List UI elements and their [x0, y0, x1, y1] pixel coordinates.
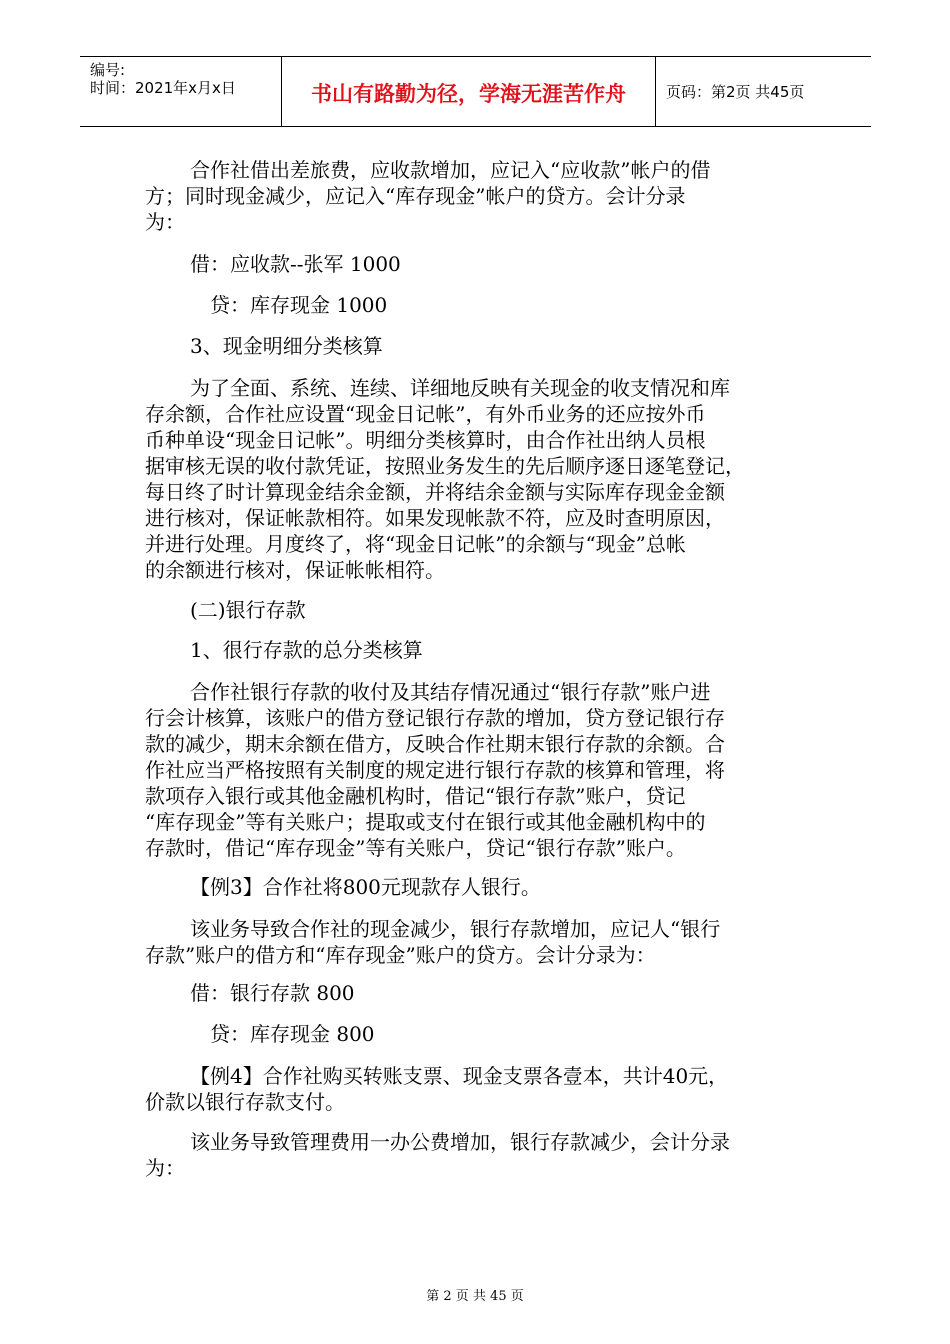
paragraph-line: 为： — [145, 1156, 185, 1180]
paragraph-line: 方；同时现金减少，应记入“库存现金”帐户的贷方。会计分录 — [145, 184, 686, 208]
header-meta-cell — [80, 57, 282, 126]
page-header — [80, 56, 871, 127]
header-motto-cell — [282, 57, 656, 126]
paragraph-line: 每日终了时计算现金结余金额，并将结余金额与实际库存现金金额 — [145, 480, 725, 504]
paragraph-line: 合作社银行存款的收付及其结存情况通过“银行存款”账户进 — [190, 680, 711, 704]
journal-debit: 借：银行存款 800 — [190, 981, 355, 1005]
paragraph-line: 进行核对，保证帐款相符。如果发现帐款不符，应及时查明原因， — [145, 506, 725, 530]
journal-credit: 贷：库存现金 1000 — [210, 293, 388, 317]
journal-debit: 借：应收款--张军 1000 — [190, 252, 401, 276]
paragraph-line: 币种单设“现金日记帐”。明细分类核算时，由合作社出纳人员根 — [145, 428, 706, 452]
header-page-cell — [656, 57, 871, 126]
section-heading: 3、现金明细分类核算 — [190, 334, 383, 358]
paragraph-line: 价款以银行存款支付。 — [145, 1090, 345, 1114]
time-label: 时间：2021年x月x日 — [90, 79, 236, 97]
paragraph-line: 存款”账户的借方和“库存现金”账户的贷方。会计分录为： — [145, 943, 656, 967]
paragraph-line: 存余额，合作社应设置“现金日记帐”，有外币业务的还应按外币 — [145, 402, 706, 426]
example-heading: 【例4】合作社购买转账支票、现金支票各壹本，共计40元， — [190, 1064, 729, 1088]
page-footer: 第 2 页 共 45 页 — [426, 1289, 524, 1304]
paragraph-line: 的余额进行核对，保证帐帐相符。 — [145, 558, 445, 582]
section-heading: (二)银行存款 — [190, 598, 306, 622]
paragraph-line: 并进行处理。月度终了，将“现金日记帐”的余额与“现金”总帐 — [145, 532, 686, 556]
number-label: 编号: — [90, 61, 126, 79]
section-heading: 1、很行存款的总分类核算 — [190, 638, 423, 662]
paragraph-line: 款的减少，期末余额在借方，反映合作社期末银行存款的余额。合 — [145, 732, 725, 756]
paragraph-line: 为： — [145, 210, 185, 234]
paragraph-line: 款项存入银行或其他金融机构时，借记“银行存款”账户，贷记 — [145, 784, 686, 808]
paragraph-line: 行会计核算，该账户的借方登记银行存款的增加，贷方登记银行存 — [145, 706, 725, 730]
paragraph-line: 据审核无误的收付款凭证，按照业务发生的先后顺序逐日逐笔登记， — [145, 454, 745, 478]
paragraph-line: 作社应当严格按照有关制度的规定进行银行存款的核算和管理，将 — [145, 758, 725, 782]
paragraph-line: 存款时，借记“库存现金”等有关账户，贷记“银行存款”账户。 — [145, 836, 686, 860]
paragraph-line: 为了全面、系统、连续、详细地反映有关现金的收支情况和库 — [190, 376, 730, 400]
page-code: 页码：第2页 共45页 — [666, 83, 805, 101]
paragraph-line: 合作社借出差旅费，应收款增加，应记入“应收款”帐户的借 — [190, 158, 711, 182]
paragraph-line: 该业务导致管理费用一办公费增加，银行存款减少，会计分录 — [190, 1130, 730, 1154]
journal-credit: 贷：库存现金 800 — [210, 1022, 375, 1046]
motto: 书山有路勤为径，学海无涯苦作舟 — [311, 82, 626, 106]
paragraph-line: 该业务导致合作社的现金减少，银行存款增加，应记人“银行 — [190, 917, 721, 941]
paragraph-line: “库存现金”等有关账户；提取或支付在银行或其他金融机构中的 — [145, 810, 706, 834]
example-heading: 【例3】合作社将800元现款存人银行。 — [190, 875, 541, 899]
